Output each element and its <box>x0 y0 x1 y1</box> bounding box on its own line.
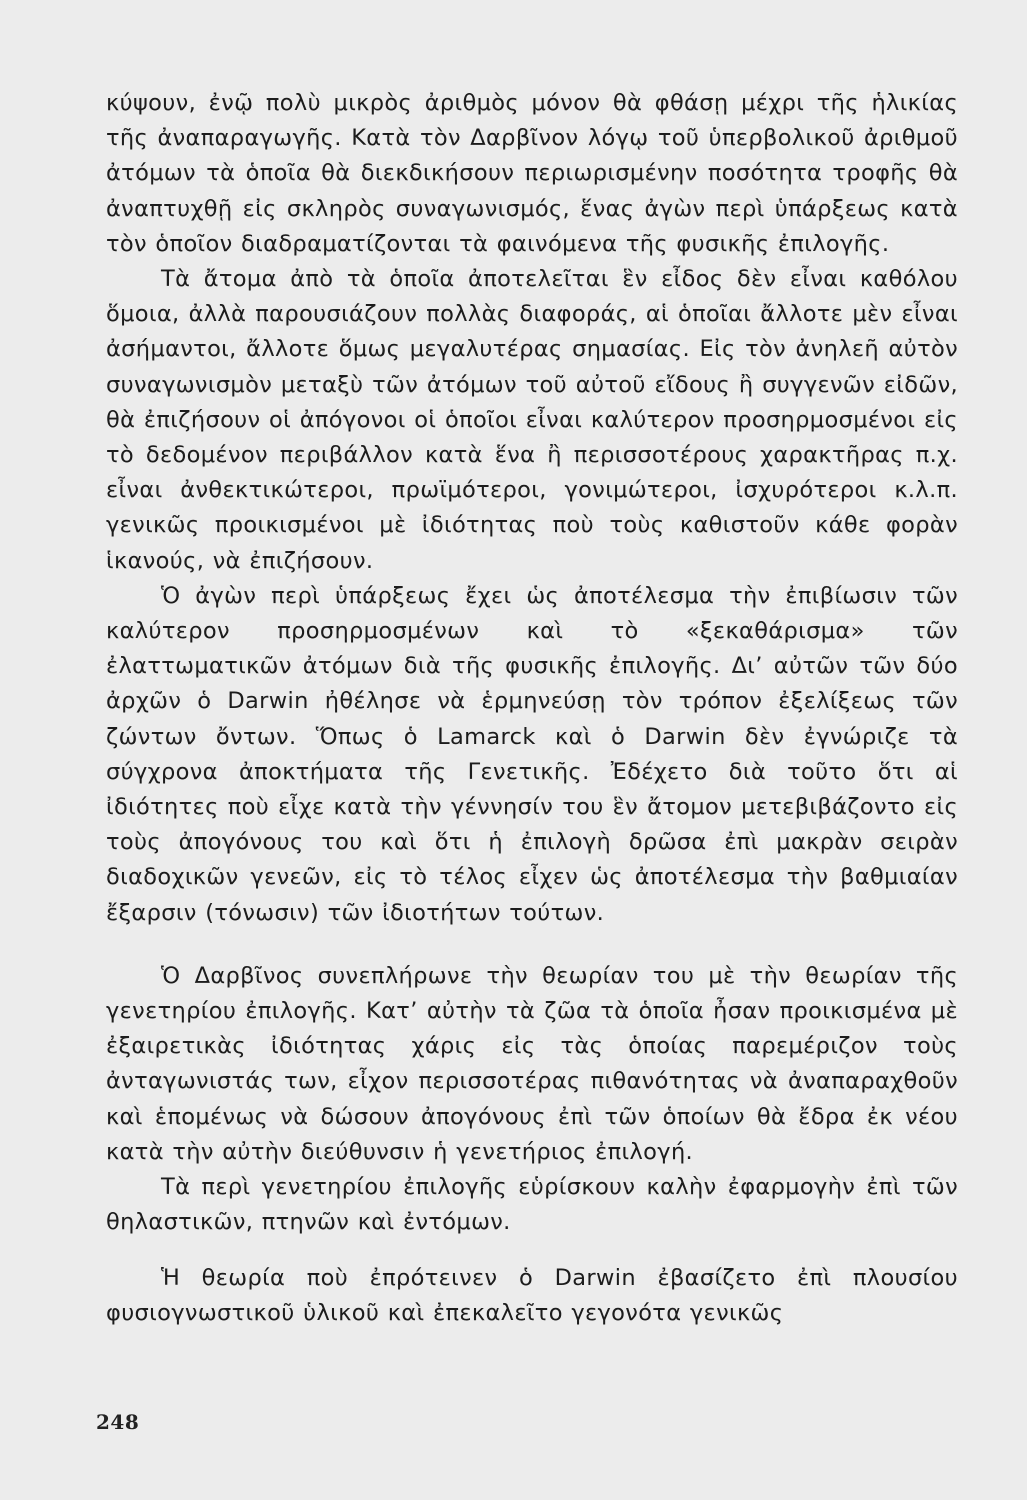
paragraph-continuation: κύψουν, ἐνῷ πολὺ μικρὸς ἀριθμὸς μόνον θὰ φθάσῃ μέχρι τῆς ἡλικίας τῆς ἀναπαραγωγῆς. Κατὰ τὸν Δαρβῖνον λόγῳ τοῦ ὑπερβολικοῦ ἀριθμοῦ ἀτόμων τὰ ὁποῖα θὰ διεκδικήσουν περιωρισμένην ποσότητα τροφῆς θὰ ἀναπτυχθῇ εἰς σκληρὸς συναγωνισμός, ἕνας ἀγὼν περὶ ὑπάρξεως κατὰ τὸν ὁποῖον διαδραματίζονται τὰ φαινόμενα τῆς φυσικῆς ἐπιλογῆς. <box>106 90 958 257</box>
paragraph-darwin-theory: Ἡ θεωρία ποὺ ἐπρότεινεν ὁ Darwin ἐβασίζετο ἐπὶ πλουσίου φυσιογνωστικοῦ ὑλικοῦ καὶ ἐπεκαλεῖτο γεγονότα γενικῶς <box>106 1264 958 1326</box>
paragraph-struggle-for-existence: Ὁ ἀγὼν περὶ ὑπάρξεως ἔχει ὡς ἀποτέλεσμα τὴν ἐπιβίωσιν τῶν καλύτερον προσηρμοσμένων καὶ τὸ «ξεκαθάρισμα» τῶν ἐλαττωματικῶν ἀτόμων διὰ τῆς φυσικῆς ἐπιλογῆς. Δι’ αὐτῶν τῶν δύο ἀρχῶν ὁ Darwin ἠθέλησε νὰ ἑρμηνεύσῃ τὸν τρόπον ἐξελίξεως τῶν ζώντων ὄντων. Ὅπως ὁ Lamarck καὶ ὁ Darwin δὲν ἐγνώριζε τὰ σύγχρονα ἀποκτήματα τῆς Γενετικῆς. Ἐδέχετο διὰ τοῦτο ὅτι αἱ ἰδιότητες ποὺ εἶχε κατὰ τὴν γέννησίν του ἓν ἄτομον μετεβιβάζοντο εἰς τοὺς ἀπογόνους του καὶ ὅτι ἡ ἐπιλογὴ δρῶσα ἐπὶ μακρὰν σειρὰν διαδοχικῶν γενεῶν, εἰς τὸ τέλος εἶχεν ὡς ἀποτέλεσμα τὴν βαθμιαίαν ἔξαρσιν (τόνωσιν) τῶν ἰδιοτήτων τούτων. <box>106 582 958 926</box>
paragraph-sexual-selection: Ὁ Δαρβῖνος συνεπλήρωνε τὴν θεωρίαν του μὲ τὴν θεωρίαν τῆς γενετηρίου ἐπιλογῆς. Κατ’ αὐτὴν τὰ ζῶα τὰ ὁποῖα ἦσαν προικισμένα μὲ ἐξαιρετικὰς ἰδιότητας χάρις εἰς τὰς ὁποίας παρεμέριζον τοὺς ἀνταγωνιστάς των, εἶχον περισσοτέρας πιθανότητας νὰ ἀναπαραχθοῦν καὶ ἑπομένως νὰ δώσουν ἀπογόνους ἐπὶ τῶν ὁποίων θὰ ἔδρα ἐκ νέου κατὰ τὴν αὐτὴν διεύθυνσιν ἡ γενετήριος ἐπιλογή. <box>106 962 958 1165</box>
body-text <box>106 86 958 1331</box>
paragraph-individual-variation: Τὰ ἄτομα ἀπὸ τὰ ὁποῖα ἀποτελεῖται ἓν εἶδος δὲν εἶναι καθόλου ὅμοια, ἀλλὰ παρουσιάζουν πολλὰς διαφοράς, αἱ ὁποῖαι ἄλλοτε μὲν εἶναι ἀσήμαντοι, ἄλλοτε ὅμως μεγαλυτέρας σημασίας. Εἰς τὸν ἀνηλεῆ αὐτὸν συναγωνισμὸν μεταξὺ τῶν ἀτόμων τοῦ αὐτοῦ εἴδους ἢ συγγενῶν εἰδῶν, θὰ ἐπιζήσουν οἱ ἀπόγονοι οἱ ὁποῖοι εἶναι καλύτερον προσηρμοσμένοι εἰς τὸ δεδομένον περιβάλλον κατὰ ἕνα ἢ περισσοτέρους χαρακτῆρας π.χ. εἶναι ἀνθεκτικώτεροι, πρωϊμότεροι, γονιμώτεροι, ἰσχυρότεροι κ.λ.π. γενικῶς προικισμένοι μὲ ἰδιότητας ποὺ τοὺς καθιστοῦν κάθε φορὰν ἱκανούς, νὰ ἐπιζήσουν. <box>106 266 958 574</box>
paragraph-sexual-selection-application: Τὰ περὶ γενετηρίου ἐπιλογῆς εὑρίσκουν καλὴν ἐφαρμογὴν ἐπὶ τῶν θηλαστικῶν, πτηνῶν καὶ ἐντόμων. <box>106 1174 958 1236</box>
page-number: 248 <box>96 1410 140 1434</box>
